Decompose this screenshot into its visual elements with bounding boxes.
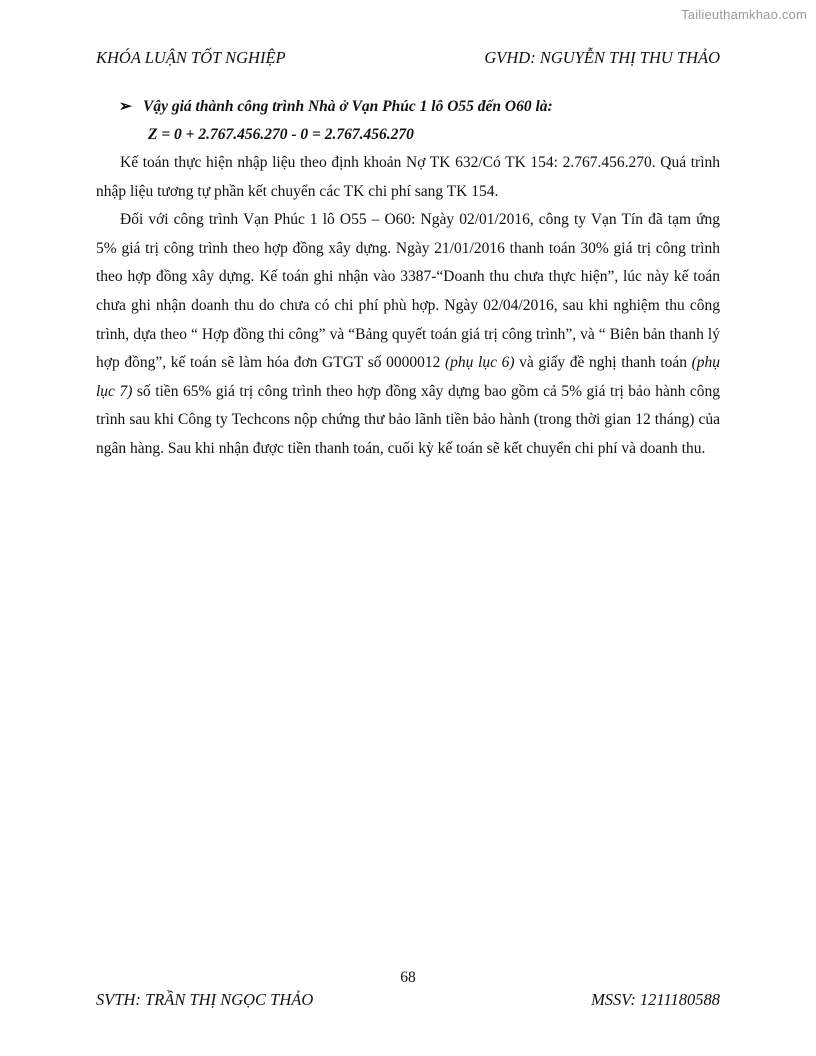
bullet-heading-text: Vậy giá thành công trình Nhà ở Vạn Phúc 1 lô O55 đến O60 là: [143, 98, 553, 115]
bullet-heading [120, 96, 720, 118]
cost-formula: Z = 0 + 2.767.456.270 - 0 = 2.767.456.270 [148, 126, 414, 143]
page-footer [96, 990, 720, 1012]
footer-student-id: MSSV: 1211180588 [591, 990, 720, 1009]
paragraph-2 [96, 206, 720, 463]
page-content [96, 96, 720, 464]
page-number: 68 [400, 969, 416, 986]
paragraph-2-text-b: và giấy đề nghị thanh toán [514, 354, 692, 372]
appendix-7-ref: (phụ lục 7) [96, 354, 721, 400]
paragraph-2-text-c: số tiền 65% giá trị công trình theo hợp đồng xây dựng bao gồm cả 5% giá trị bảo hành công trình sau khi Công ty Techcons nộp chứng thư bảo lãnh tiền bảo hành (trong thời gian 12 tháng) của ngân hàng. Sau khi nhận được tiền thanh toán, cuối kỳ kế toán sẽ kết chuyển chi phí và doanh thu. [96, 382, 720, 457]
paragraph-1: Kế toán thực hiện nhập liệu theo định khoản Nợ TK 632/Có TK 154: 2.767.456.270. Quá trình nhập liệu tương tự phần kết chuyển các TK chi phí sang TK 154. [96, 154, 720, 200]
watermark: Tailieuthamkhao.com [681, 7, 807, 22]
arrow-bullet-icon: ➢ [119, 98, 132, 115]
header-right-advisor: GVHD: NGUYỄN THỊ THU THẢO [484, 48, 720, 67]
footer-student-name: SVTH: TRẦN THỊ NGỌC THẢO [96, 990, 314, 1009]
paragraph-2-text-a: Đối với công trình Vạn Phúc 1 lô O55 – O60: Ngày 02/01/2016, công ty Vạn Tín đã tạm ứng 5% giá trị công trình theo hợp đồng xây dựng. Ngày 21/01/2016 thanh toán 30% giá trị công trình theo hợp đồng xây dựng. Kế toán ghi nhận vào 3387-“Doanh thu chưa thực hiện”, lúc này kế toán chưa ghi nhận doanh thu do chưa có chi phí phù hợp. Ngày 02/04/2016, sau khi nghiệm thu công trình, dựa theo “ Hợp đồng thi công” và “Bảng quyết toán giá trị công trình”, và “ Biên bản thanh lý hợp đồng”, kế toán sẽ làm hóa đơn GTGT số 0000012 [96, 211, 720, 372]
page-header [96, 48, 720, 70]
header-left-title: KHÓA LUẬN TỐT NGHIỆP [96, 48, 286, 67]
appendix-6-ref: (phụ lục 6) [445, 354, 515, 372]
